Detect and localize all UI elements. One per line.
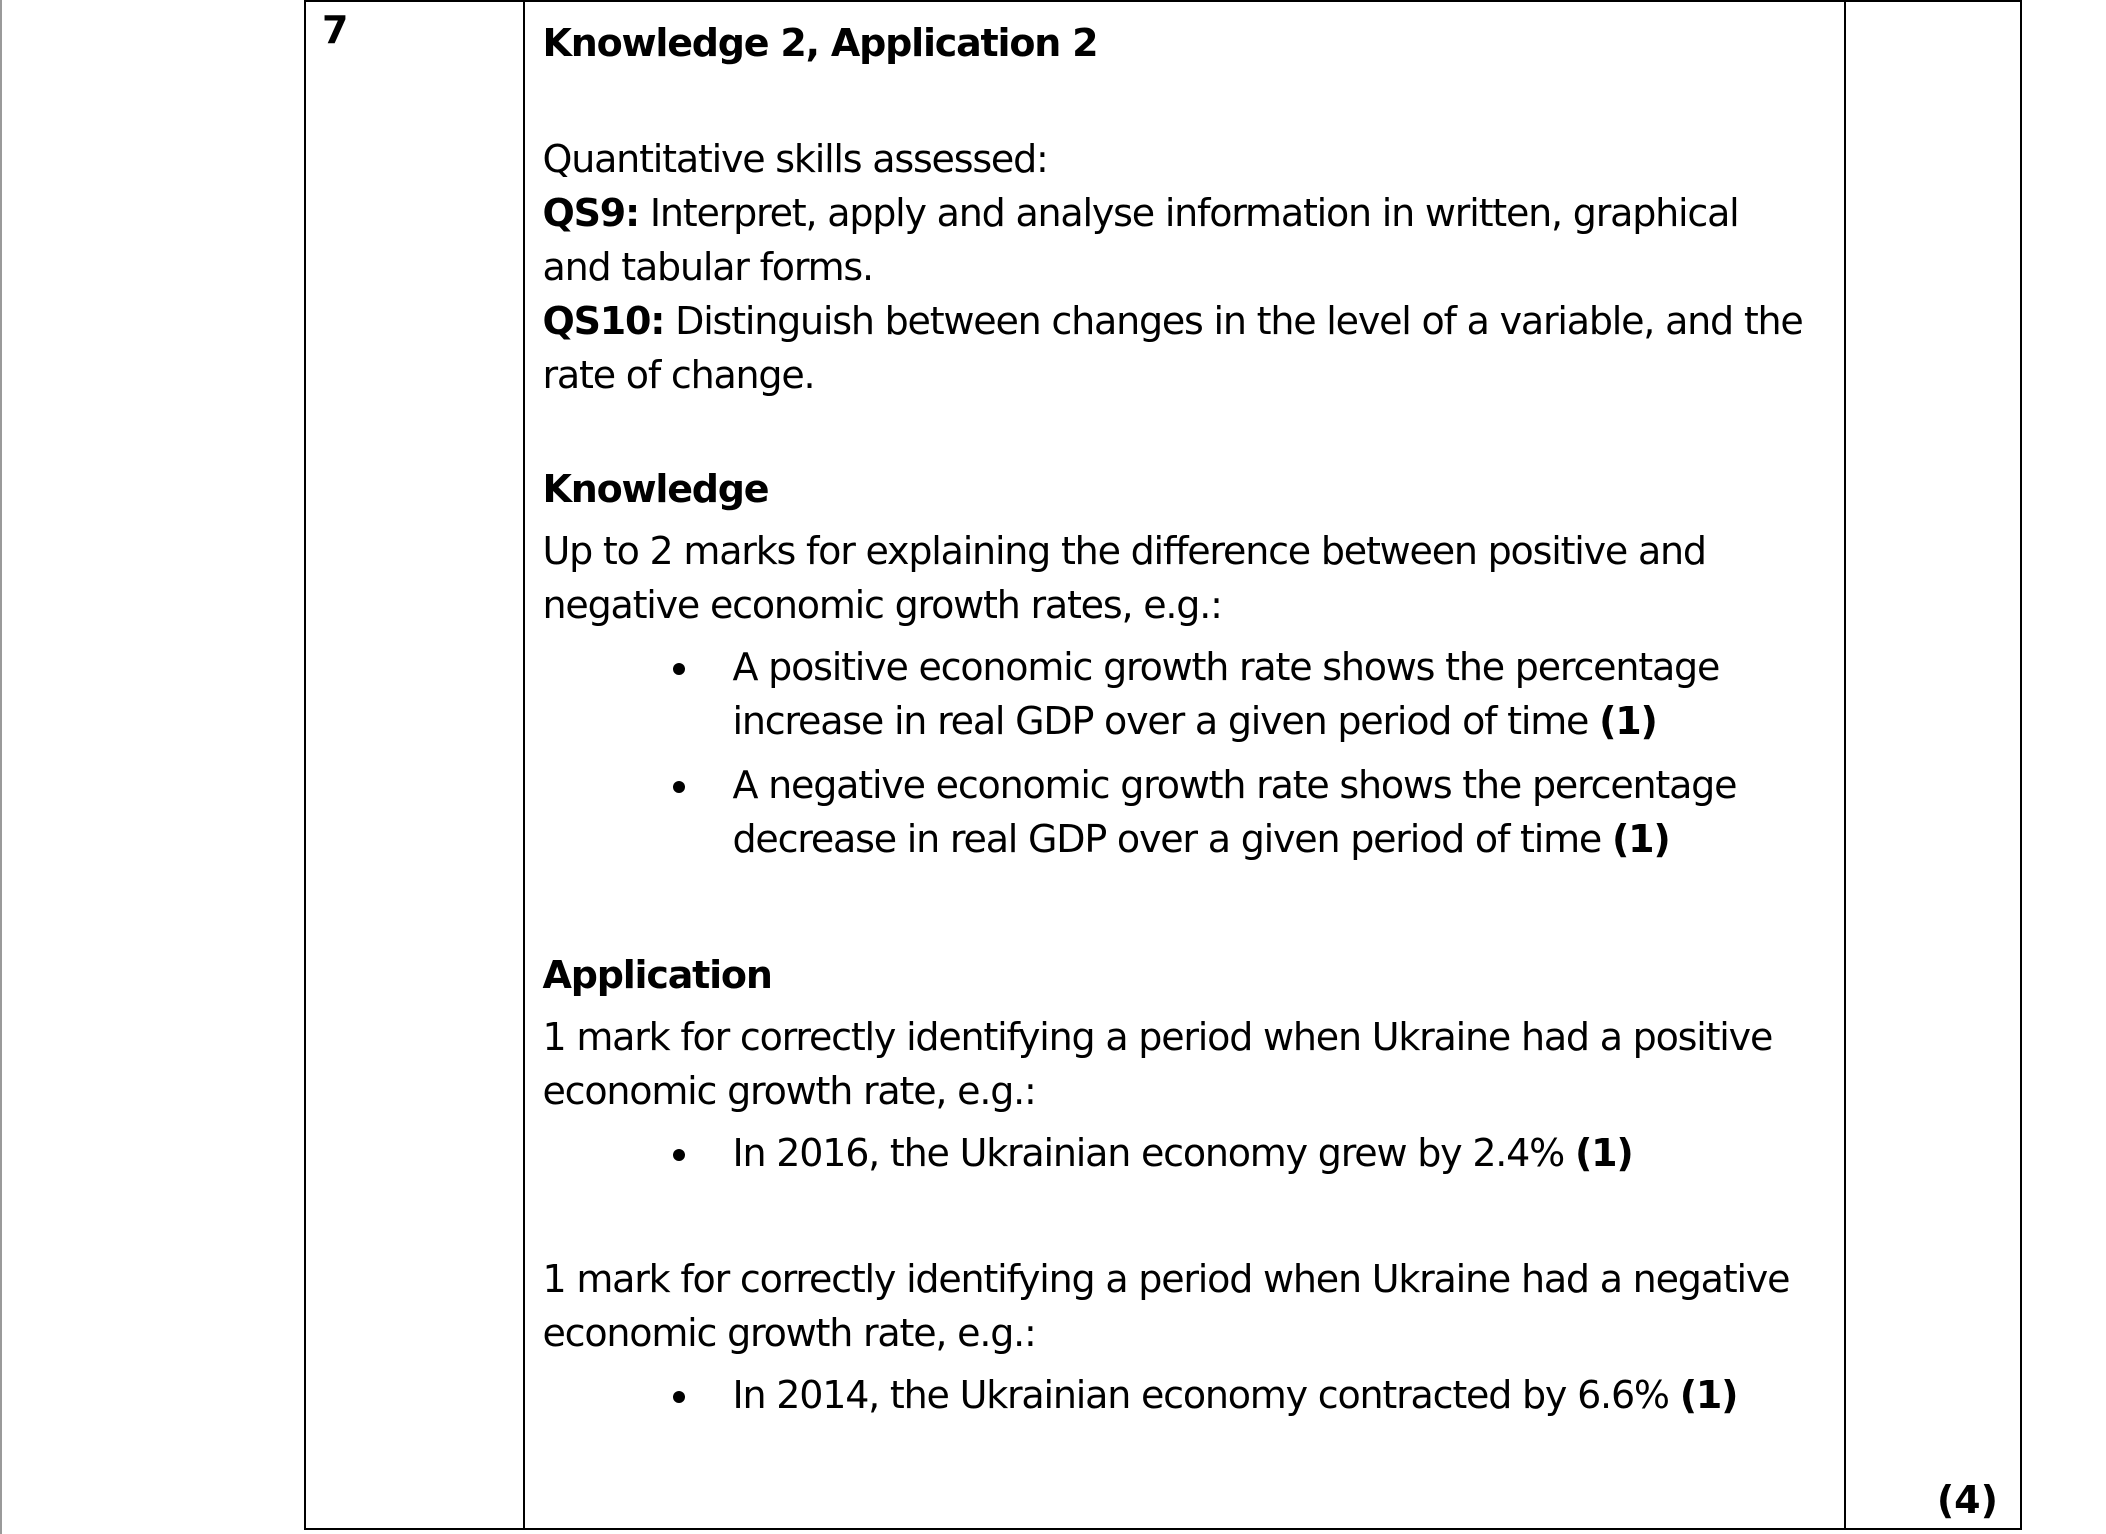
application-positive-intro: 1 mark for correctly identifying a period when Ukraine had a positive economic growth rate, e.g.: <box>542 1015 1773 1113</box>
knowledge-bullet-list <box>543 640 1814 866</box>
list-item <box>543 1368 1814 1422</box>
mark-scheme-table <box>304 0 2022 1530</box>
bullet-mark: (1) <box>1679 1373 1738 1417</box>
qs-item <box>543 186 1814 294</box>
page-left-edge <box>0 0 2 1534</box>
knowledge-heading: Knowledge <box>542 467 769 511</box>
qs-text: Distinguish between changes in the level of a variable, and the rate of change. <box>542 299 1803 397</box>
list-item <box>543 640 1814 748</box>
bullet-text: In 2014, the Ukrainian economy contracted by 6.6% <box>732 1373 1680 1417</box>
bullet-text: A positive economic growth rate shows the percentage increase in real GDP over a given period of time <box>732 645 1720 743</box>
application-positive-list <box>543 1126 1814 1180</box>
question-title: Knowledge 2, Application 2 <box>542 21 1098 65</box>
bullet-mark: (1) <box>1574 1131 1633 1175</box>
bullet-text: In 2016, the Ukrainian economy grew by 2.4% <box>732 1131 1575 1175</box>
question-number: 7 <box>322 8 349 52</box>
application-negative-list <box>543 1368 1814 1422</box>
question-number-cell <box>305 1 524 1529</box>
bullet-icon <box>673 1391 685 1403</box>
list-item <box>543 758 1814 866</box>
application-heading: Application <box>542 953 772 997</box>
application-negative-intro: 1 mark for correctly identifying a period when Ukraine had a negative economic growth rate, e.g.: <box>542 1257 1790 1355</box>
qs-intro: Quantitative skills assessed: <box>542 137 1048 181</box>
bullet-icon <box>673 781 685 793</box>
knowledge-intro: Up to 2 marks for explaining the difference between positive and negative economic growth rates, e.g.: <box>542 529 1706 627</box>
qs-item <box>543 294 1814 402</box>
answer-content <box>525 2 1844 1422</box>
qs-code: QS9: <box>542 191 640 235</box>
table-row <box>305 1 2021 1529</box>
bullet-icon <box>673 1149 685 1161</box>
answer-cell <box>524 1 1845 1529</box>
total-marks: (4) <box>1936 1478 1998 1522</box>
bullet-mark: (1) <box>1599 699 1657 743</box>
marks-cell <box>1845 1 2021 1529</box>
bullet-icon <box>673 663 685 675</box>
bullet-mark: (1) <box>1611 817 1670 861</box>
qs-text: Interpret, apply and analyse information in written, graphical and tabular forms. <box>542 191 1739 289</box>
list-item <box>543 1126 1814 1180</box>
bullet-text: A negative economic growth rate shows the percentage decrease in real GDP over a given period of time <box>732 763 1737 861</box>
qs-code: QS10: <box>542 299 665 343</box>
